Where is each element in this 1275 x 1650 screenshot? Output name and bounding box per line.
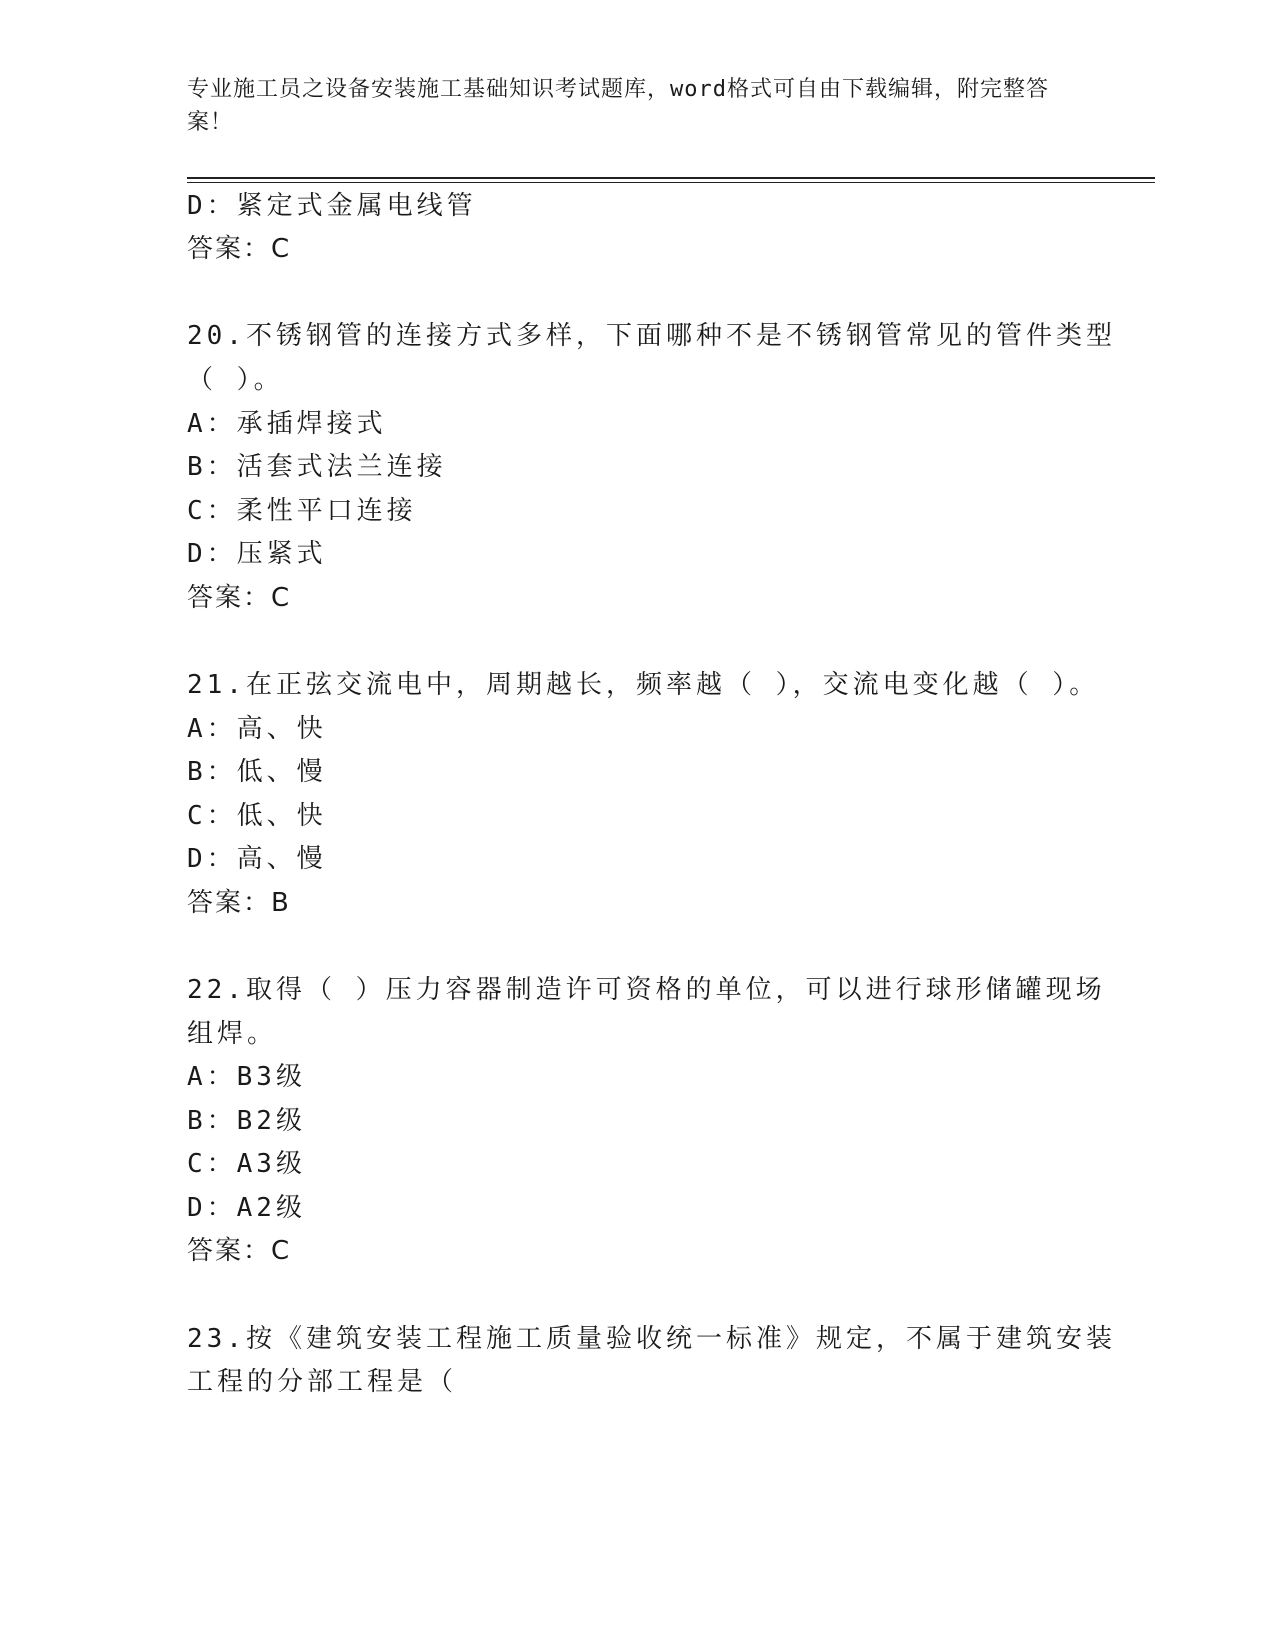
q22-option-d: D：A2级 (187, 1193, 306, 1223)
q22-stem-line1: 22.取得（ ）压力容器制造许可资格的单位，可以进行球形储罐现场 (187, 975, 1106, 1005)
q20-option-c: C：柔性平口连接 (187, 496, 417, 526)
q20-answer: 答案：C (187, 583, 292, 613)
q19-option-d: D：紧定式金属电线管 (187, 191, 477, 221)
header-divider-thick (187, 177, 1155, 179)
q21-option-b: B：低、慢 (187, 757, 327, 787)
q20-stem-line2: （ ）。 (187, 365, 284, 395)
page-header: 专业施工员之设备安装施工基础知识考试题库，word格式可自由下载编辑，附完整答案！ (187, 77, 1049, 135)
q22-option-b: B：B2级 (187, 1106, 306, 1136)
q19-answer: 答案：C (187, 234, 292, 264)
q20-option-d: D：压紧式 (187, 539, 327, 569)
q22-option-c: C：A3级 (187, 1149, 306, 1179)
q21-option-d: D：高、慢 (187, 844, 327, 874)
q20-option-a: A：承插焊接式 (187, 409, 387, 439)
q21-stem-line1: 21.在正弦交流电中，周期越长，频率越（ ），交流电变化越（ ）。 (187, 670, 1100, 700)
q23-stem-line2: 工程的分部工程是（ (187, 1367, 458, 1397)
header-divider-thin (187, 182, 1155, 183)
q21-option-c: C：低、快 (187, 801, 327, 831)
q20-stem-line1: 20.不锈钢管的连接方式多样，下面哪种不是不锈钢管常见的管件类型 (187, 321, 1116, 351)
q22-answer: 答案：C (187, 1236, 292, 1266)
q23-stem-line1: 23.按《建筑安装工程施工质量验收统一标准》规定，不属于建筑安装 (187, 1324, 1116, 1354)
q21-option-a: A：高、快 (187, 714, 327, 744)
q22-option-a: A：B3级 (187, 1062, 306, 1092)
q21-answer: 答案：B (187, 888, 291, 918)
q22-stem-line2: 组焊。 (187, 1019, 278, 1049)
q20-option-b: B：活套式法兰连接 (187, 452, 447, 482)
